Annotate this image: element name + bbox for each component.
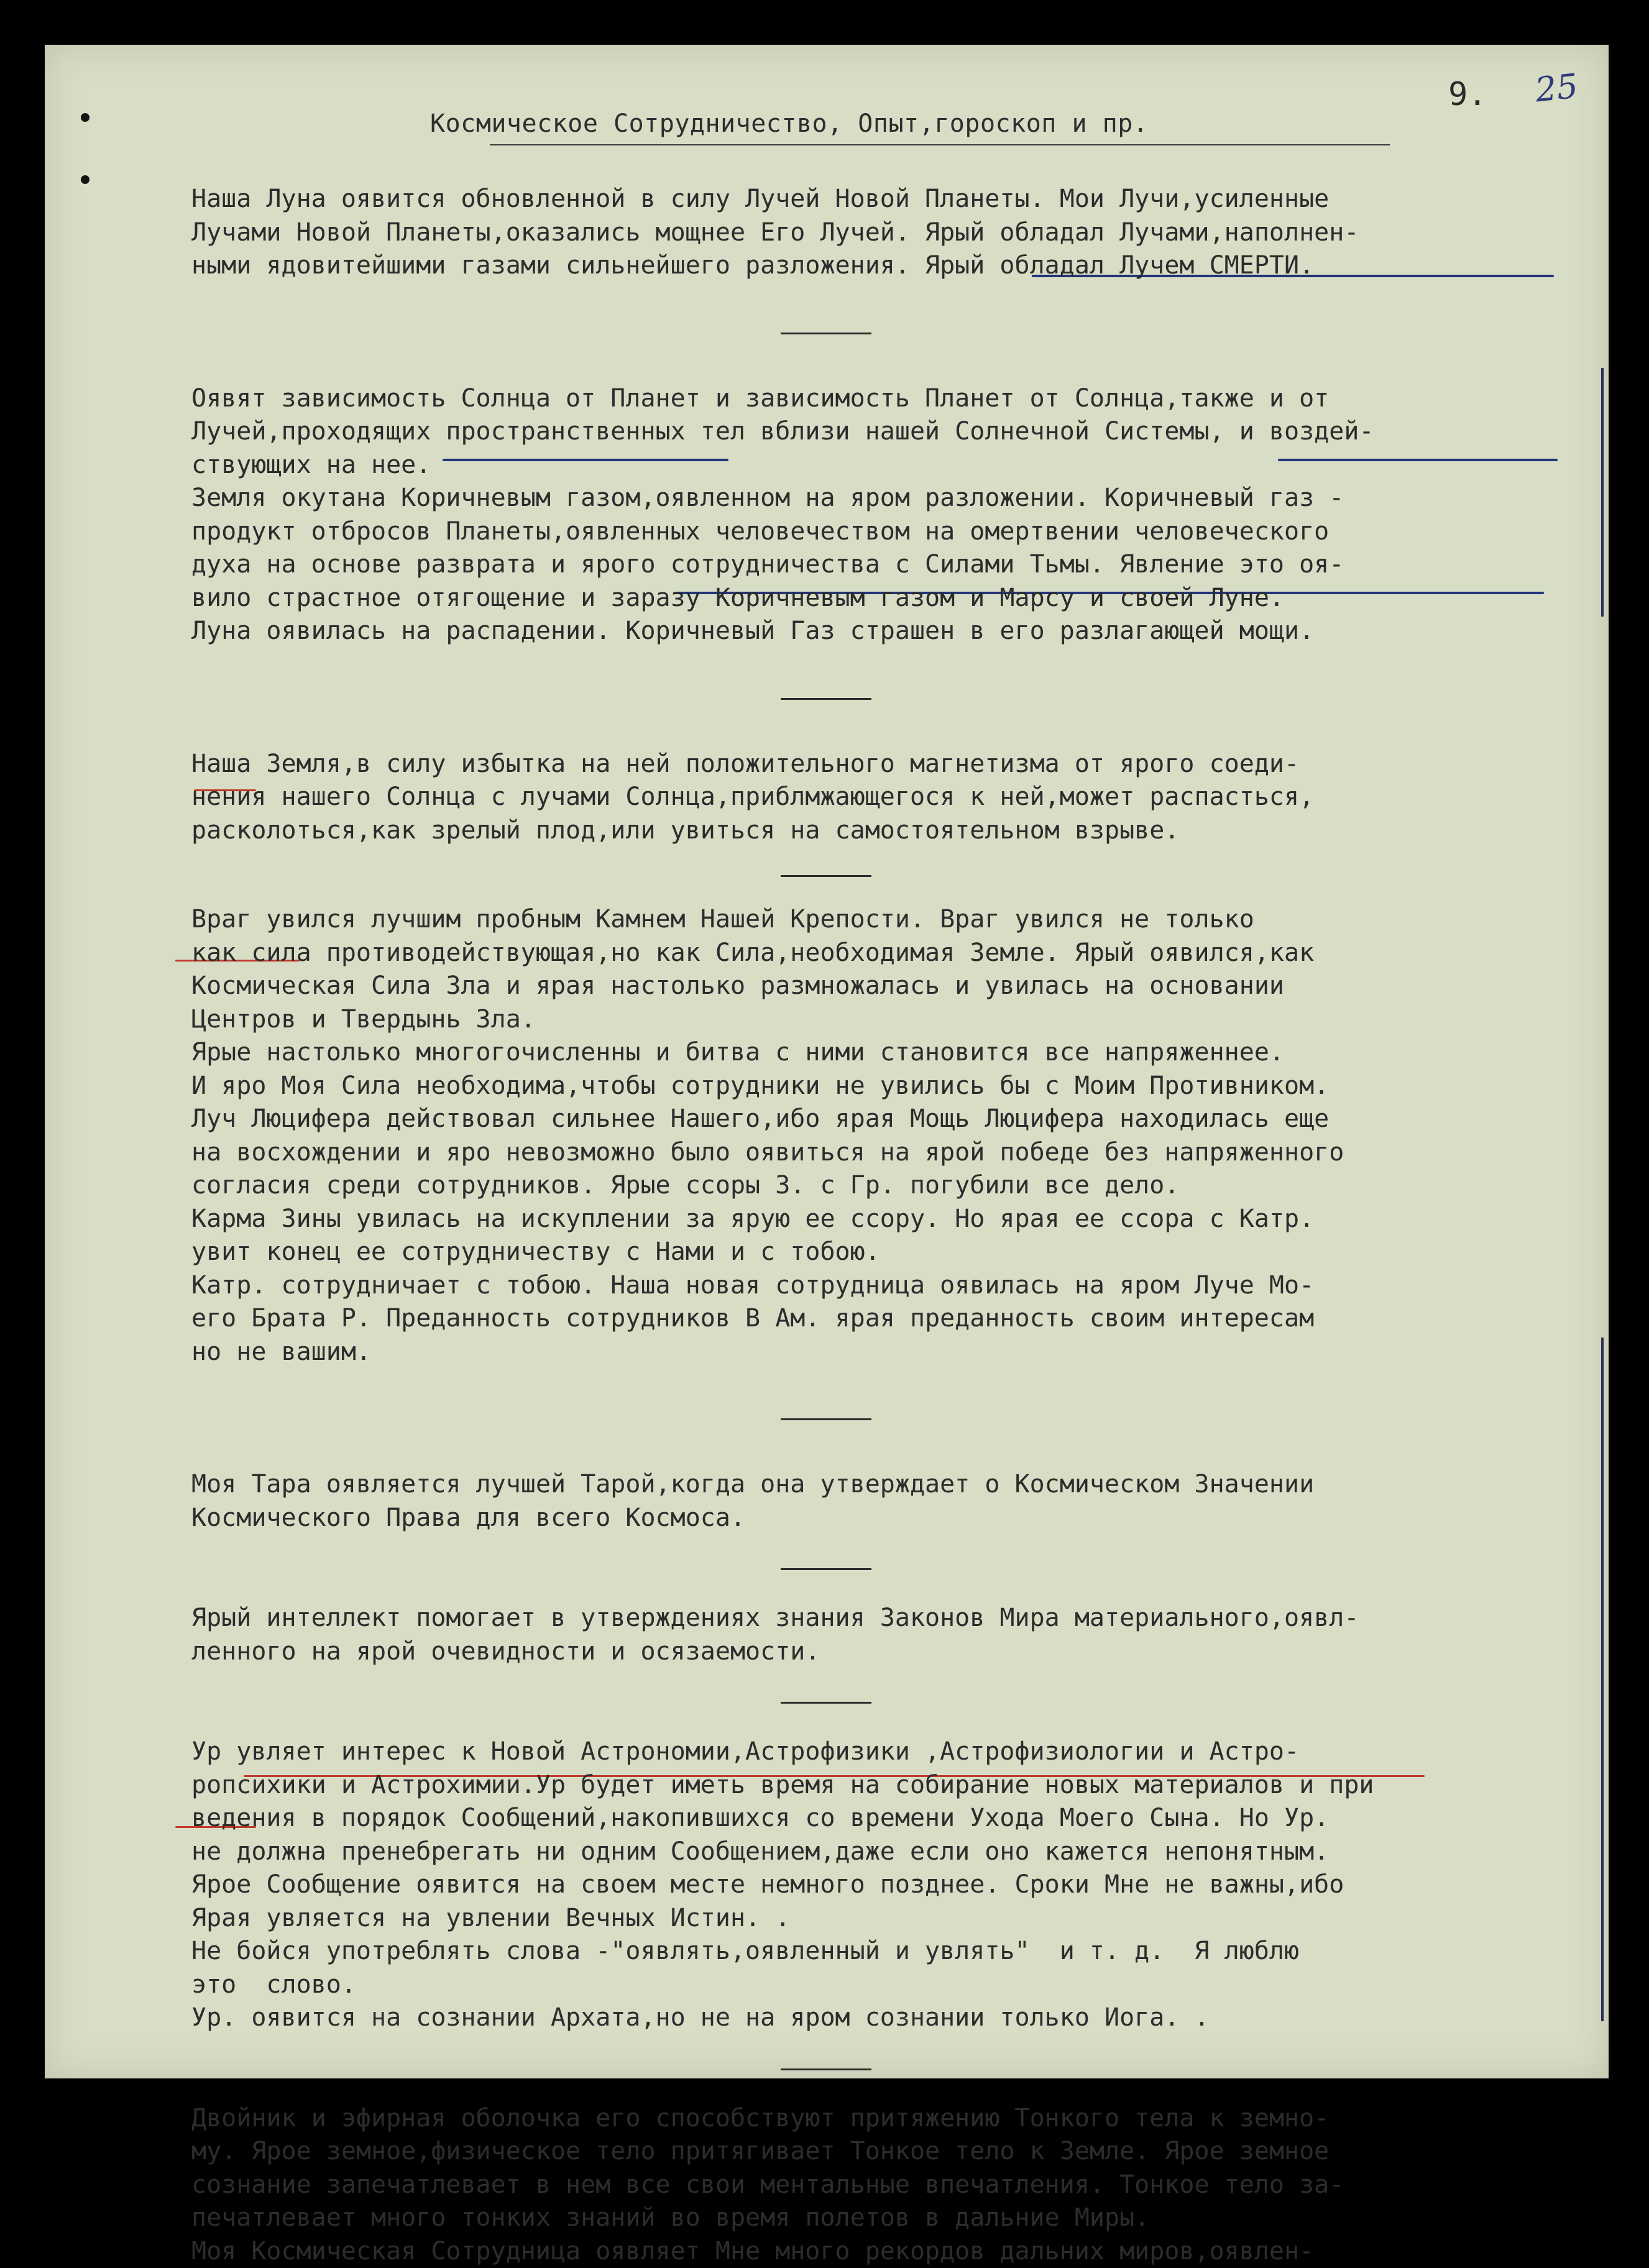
paragraph [191,183,1584,283]
text-line: увит конец ее сотрудничеству с Нами и с тобою. [191,1236,1584,1269]
document-page [45,45,1609,2078]
text-line: Луна оявилась на распадении. Коричневый Газ страшен в его разлагающей мощи. [191,615,1584,648]
section-divider [191,1535,1584,1602]
text-line: ствующих на нее. [191,449,1584,482]
text-line: Ярые настолько многогочисленны и битва с ними становится все напряженнее. [191,1036,1584,1070]
text-line: это слово. [191,1968,1584,2002]
text-line: Лучей,проходящих пространственных тел вблизи нашей Солнечной Системы, и воздей- [191,415,1584,449]
text-line: Центров и Твердынь Зла. [191,1003,1584,1037]
text-line: не должна пренебрегать ни одним Сообщением,даже если оно кажется непонятным. [191,1835,1584,1869]
text-line: Моя Космическая Сотрудница оявляет Мне много рекордов дальних миров,оявлен- [191,2235,1584,2268]
archive-number: 25 [1533,67,1580,110]
text-line: Оявят зависимость Солнца от Планет и зависимость Планет от Солнца,также и от [191,382,1584,416]
text-line: согласия среди сотрудников. Ярые ссоры З. с Гр. погубили все дело. [191,1169,1584,1203]
text-line: Наша Земля,в силу избытка на ней положительного магнетизма от ярого соеди- [191,748,1584,781]
text-line: ропсихики и Астрохимии.Ур будет иметь время на собирание новых материалов и при [191,1769,1584,1802]
paragraph [191,2102,1584,2268]
section-divider [191,1668,1584,1735]
paragraph [191,1468,1584,1535]
text-line: Ур. оявится на сознании Архата,но не на яром сознании только Иога. . [191,2001,1584,2035]
text-line: но не вашим. [191,1336,1584,1369]
title-underline [490,144,1390,145]
margin-mark [1601,368,1604,617]
text-line: Космическая Сила Зла и ярая настолько размножалась и увилась на основании [191,970,1584,1003]
text-line: Ярая увляется на увлении Вечных Истин. . [191,1902,1584,1935]
text-line: духа на основе разврата и ярого сотрудничества с Силами Тьмы. Явление это оя- [191,548,1584,582]
section-divider [191,2035,1584,2102]
text-line: Луч Люцифера действовал сильнее Нашего,ибо ярая Мощь Люцифера находилась еще [191,1103,1584,1136]
text-line: Карма Зины увилась на искуплении за ярую ее ссору. Но ярая ее ссора с Катр. [191,1203,1584,1236]
text-line: Не бойся употреблять слова -"оявлять,оявленный и увлять" и т. д. Я люблю [191,1935,1584,1968]
text-line: на восхождении и яро невозможно было оявиться на ярой победе без напряженного [191,1136,1584,1170]
text-line: Ур увляет интерес к Новой Астрономии,Астрофизики ,Астрофизиологии и Астро- [191,1735,1584,1769]
text-line: ленного на ярой очевидности и осязаемости. [191,1635,1584,1669]
text-line: Ярое Сообщение оявится на своем месте немного позднее. Сроки Мне не важны,ибо [191,1868,1584,1902]
text-line: вило страстное отягощение и заразу Коричневым газом и Марсу и своей Луне. [191,582,1584,615]
margin-mark [1601,1338,1604,2021]
text-line: му. Ярое земное,физическое тело притягивает Тонкое тело к Земле. Ярое земное [191,2135,1584,2169]
text-line: продукт отбросов Планеты,оявленных человечеством на омертвении человеческого [191,515,1584,549]
text-line: ведения в порядок Сообщений,накопившихся со времени Ухода Моего Сына. Но Ур. [191,1802,1584,1835]
paragraph [191,1735,1584,2035]
text-line: ными ядовитейшими газами сильнейшего разложения. Ярый обладал Лучем СМЕРТИ. [191,249,1584,283]
text-line: Космического Права для всего Космоса. [191,1502,1584,1535]
section-divider [191,1369,1584,1468]
text-line: сознание запечатлевает в нем все свои ментальные впечатления. Тонкое тело за- [191,2169,1584,2202]
text-line: нения нашего Солнца с лучами Солнца,приблмжающегося к ней,может распасться, [191,781,1584,814]
punch-hole-dot [81,175,90,184]
page-number: 9. [1448,76,1487,113]
text-line: его Брата Р. Преданность сотрудников В Ам. ярая преданность своим интересам [191,1302,1584,1336]
text-line: Катр. сотрудничает с тобою. Наша новая сотрудница оявилась на яром Луче Мо- [191,1269,1584,1303]
text-line: Моя Тара оявляется лучшей Тарой,когда она утверждает о Космическом Значении [191,1468,1584,1502]
text-line: расколоться,как зрелый плод,или увиться на самостоятельном взрыве. [191,814,1584,848]
section-divider [191,283,1584,382]
text-line: Враг увился лучшим пробным Камнем Нашей Крепости. Враг увился не только [191,903,1584,937]
punch-hole-dot [81,113,90,122]
section-divider [191,648,1584,748]
document-body [191,183,1584,2268]
text-line: Двойник и эфирная оболочка его способствуют притяжению Тонкого тела к земно- [191,2102,1584,2136]
text-line: Земля окутана Коричневым газом,оявленном на яром разложении. Коричневый газ - [191,482,1584,515]
text-line: И яро Моя Сила необходима,чтобы сотрудники не увились бы с Моим Противником. [191,1070,1584,1103]
document-title: Космическое Сотрудничество, Опыт,гороскоп и пр. [430,109,1148,138]
text-line: печатлевает много тонких знаний во время полетов в дальние Миры. [191,2201,1584,2235]
text-line: Наша Луна оявится обновленной в силу Лучей Новой Планеты. Мои Лучи,усиленные [191,183,1584,216]
text-line: Ярый интеллект помогает в утверждениях знания Законов Мира материального,оявл- [191,1602,1584,1635]
paragraph [191,903,1584,1369]
paragraph-gap [191,847,1584,903]
text-line: как сила противодействующая,но как Сила,необходимая Земле. Ярый оявился,как [191,937,1584,970]
text-line: Лучами Новой Планеты,оказались мощнее Его Лучей. Ярый обладал Лучами,наполнен- [191,216,1584,250]
paragraph [191,748,1584,848]
paragraph [191,1602,1584,1668]
paragraph [191,382,1584,648]
